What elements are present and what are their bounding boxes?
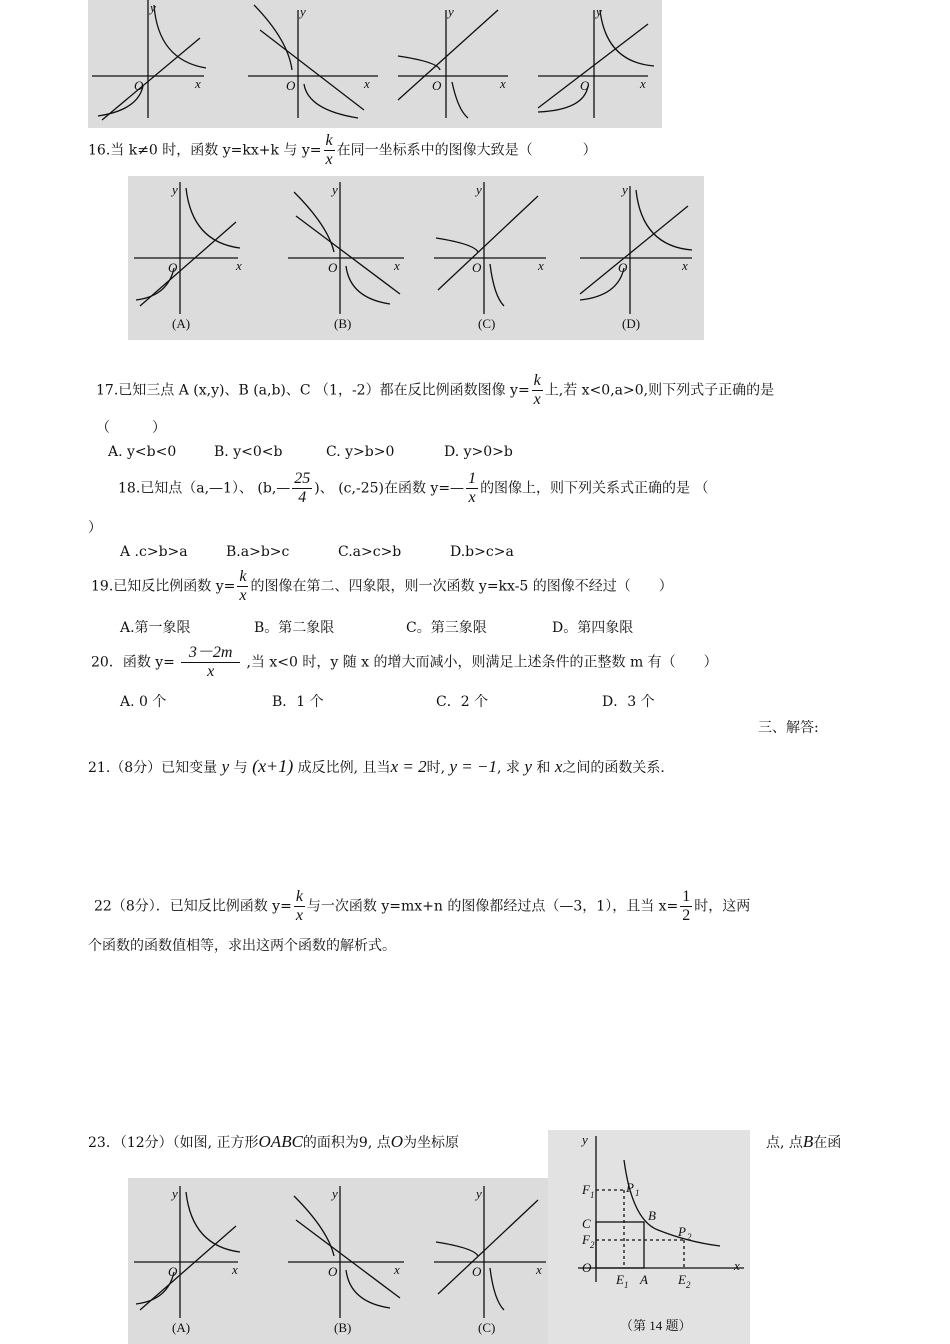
q16-text-a: 16.当 k≠0 时，函数 y=kx+k 与 y=: [88, 142, 322, 159]
graph-b-bottom: [288, 1186, 404, 1318]
q18-option-b: B.a>b>c: [226, 544, 290, 560]
svg-text:2: 2: [686, 1280, 691, 1290]
svg-text:y: y: [332, 1186, 338, 1201]
top-graphs-svg: [88, 0, 662, 128]
svg-text:O: O: [168, 260, 178, 275]
graph-d-top: [538, 10, 654, 118]
graph-b-top: [248, 5, 378, 118]
q17-option-d: D. y>0>b: [444, 444, 513, 460]
q18-fraction-1: $\frac{25}{4}$: [294, 470, 311, 506]
svg-text:(B): (B): [334, 316, 352, 331]
q16-fraction: $\frac{k}{x}$: [325, 132, 333, 168]
graph-a: [134, 182, 240, 314]
svg-text:y: y: [622, 182, 628, 197]
q17-fraction: $\frac{k}{x}$: [533, 372, 541, 408]
svg-text:C: C: [582, 1216, 591, 1231]
svg-text:P: P: [626, 1180, 634, 1195]
svg-text:1: 1: [635, 1188, 640, 1198]
svg-text:y: y: [332, 182, 338, 197]
svg-text:x: x: [195, 76, 201, 91]
svg-text:x: x: [394, 258, 400, 273]
svg-text:(C): (C): [478, 316, 496, 331]
svg-text:O: O: [328, 1264, 338, 1279]
svg-text:O: O: [328, 260, 338, 275]
svg-text:y: y: [476, 1186, 482, 1201]
q19-option-b: B。第二象限: [254, 620, 335, 636]
question-22: 22（8分）．已知反比例函数 y= $\frac{k}{x}$ 与一次函数 y=mx+n 的图像都经过点（—3，1），且当 x= $\frac{1}{2}$ 时，这两: [94, 888, 751, 924]
question-16: 16.当 k≠0 时，函数 y=kx+k 与 y= $\frac{k}{x}$ 在同一坐标系中的图像大致是（ ）: [88, 132, 597, 168]
q22-fraction-1: $\frac{k}{x}$: [295, 888, 303, 924]
svg-text:O: O: [582, 1260, 592, 1275]
svg-text:y: y: [596, 4, 602, 19]
question-17: 17.已知三点 A (x,y)、B (a,b)、C （1，-2）都在反比例函数图像 y= $\frac{k}{x}$ 上,若 x<0,a>0,则下列式子正确的是: [96, 372, 775, 408]
svg-text:(A): (A): [172, 316, 191, 331]
figure-14-scan: [548, 1130, 750, 1344]
svg-text:y: y: [448, 4, 454, 19]
svg-text:A: A: [640, 1272, 648, 1287]
svg-text:O: O: [580, 78, 590, 93]
q17-option-c: C. y>b>0: [326, 444, 395, 460]
question-23-right: 点, 点B在函: [766, 1132, 842, 1151]
q19-option-d: D。第四象限: [552, 620, 634, 636]
svg-text:x: x: [734, 1258, 740, 1273]
q19-option-a: A.第一象限: [120, 620, 191, 636]
svg-text:(D): (D): [622, 316, 641, 331]
svg-text:2: 2: [687, 1232, 692, 1242]
svg-text:E: E: [678, 1272, 686, 1287]
svg-text:(B): (B): [334, 1320, 352, 1335]
q20-option-c: C．2 个: [436, 694, 489, 710]
graph-a-bottom: [134, 1186, 240, 1318]
svg-text:x: x: [682, 258, 688, 273]
q17-option-a: A. y<b<0: [108, 444, 177, 460]
question-18: 18.已知点（a,—1）、 (b,— $\frac{25}{4}$ )、 (c,-25)在函数 y=— $\frac{1}{x}$ 的图像上，则下列关系式正确的是 （: [118, 470, 709, 506]
q17-paren: （ ）: [96, 420, 166, 436]
q19-fraction: $\frac{k}{x}$: [239, 568, 247, 604]
svg-text:F: F: [582, 1232, 590, 1247]
svg-text:2: 2: [590, 1240, 595, 1250]
q16-graphs-scan: [128, 176, 704, 340]
section-3-heading: 三、解答:: [758, 720, 819, 736]
svg-text:1: 1: [590, 1190, 595, 1200]
svg-text:y: y: [172, 1186, 178, 1201]
svg-text:O: O: [472, 260, 482, 275]
q18-option-a: A .c>b>a: [120, 544, 188, 560]
figure-14-caption: （第 14 题）: [620, 1318, 692, 1333]
q22-line-2: 个函数的函数值相等，求出这两个函数的解析式。: [88, 938, 396, 954]
svg-text:F: F: [582, 1182, 590, 1197]
q18-fraction-2: $\frac{1}{x}$: [468, 470, 477, 506]
q20-fraction: $\frac{3-2m}{x}$: [181, 644, 241, 681]
q16-graphs-svg: [128, 176, 704, 340]
svg-text:O: O: [472, 1264, 482, 1279]
svg-text:x: x: [538, 258, 544, 273]
svg-text:y: y: [300, 4, 306, 19]
figure-14-svg: [548, 1130, 750, 1344]
question-20: 20．函数 y= $\frac{3-2m}{x}$ ,当 x<0 时，y 随 x 的增大而减小，则满足上述条件的正整数 m 有（ ）: [91, 644, 718, 680]
graph-b: [288, 182, 404, 314]
q20-option-d: D．3 个: [602, 694, 655, 710]
svg-text:x: x: [236, 258, 242, 273]
q17-option-b: B. y<0<b: [214, 444, 283, 460]
svg-text:B: B: [648, 1208, 656, 1223]
question-23-left: 23．（12分）（如图, 正方形OABC的面积为9, 点O为坐标原: [88, 1132, 460, 1151]
svg-text:y: y: [150, 0, 156, 15]
question-19: 19.已知反比例函数 y= $\frac{k}{x}$ 的图像在第二、四象限，则一次函数 y=kx-5 的图像不经过（ ）: [91, 568, 673, 604]
q20-option-a: A. 0 个: [120, 694, 167, 710]
q16-text-b: 在同一坐标系中的图像大致是（: [336, 142, 533, 159]
svg-text:1: 1: [624, 1280, 629, 1290]
svg-text:x: x: [640, 76, 646, 91]
svg-text:P: P: [678, 1224, 686, 1239]
svg-text:x: x: [394, 1262, 400, 1277]
q18-option-d: D.b>c>a: [450, 544, 514, 560]
q18-paren-close: ）: [88, 520, 102, 536]
q20-option-b: B．1 个: [272, 694, 324, 710]
svg-text:x: x: [500, 76, 506, 91]
svg-text:y: y: [582, 1132, 588, 1147]
svg-text:y: y: [476, 182, 482, 197]
graph-c-bottom: [434, 1186, 546, 1318]
svg-text:y: y: [172, 182, 178, 197]
svg-text:x: x: [364, 76, 370, 91]
q22-fraction-2: $\frac{1}{2}$: [682, 888, 691, 924]
svg-text:E: E: [616, 1272, 624, 1287]
top-graphs-scan: [88, 0, 662, 128]
question-21: 21.（8分）已知变量 y 与 (x+1) 成反比例, 且当x = 2时, y = −1, 求 y 和 x之间的函数关系.: [88, 756, 665, 776]
svg-text:O: O: [432, 78, 442, 93]
graph-a-top: [92, 0, 206, 120]
svg-text:x: x: [232, 1262, 238, 1277]
svg-text:O: O: [286, 78, 296, 93]
bottom-graphs-svg: [128, 1178, 548, 1344]
svg-text:O: O: [168, 1264, 178, 1279]
svg-text:x: x: [536, 1262, 542, 1277]
svg-text:O: O: [134, 78, 144, 93]
graph-c-top: [398, 10, 508, 118]
q19-option-c: C。第三象限: [406, 620, 487, 636]
svg-text:O: O: [618, 260, 628, 275]
svg-text:(C): (C): [478, 1320, 496, 1335]
bottom-graphs-scan: [128, 1178, 548, 1344]
graph-d: [580, 186, 692, 314]
graph-c: [434, 182, 546, 314]
q18-option-c: C.a>c>b: [338, 544, 402, 560]
svg-text:(A): (A): [172, 1320, 191, 1335]
